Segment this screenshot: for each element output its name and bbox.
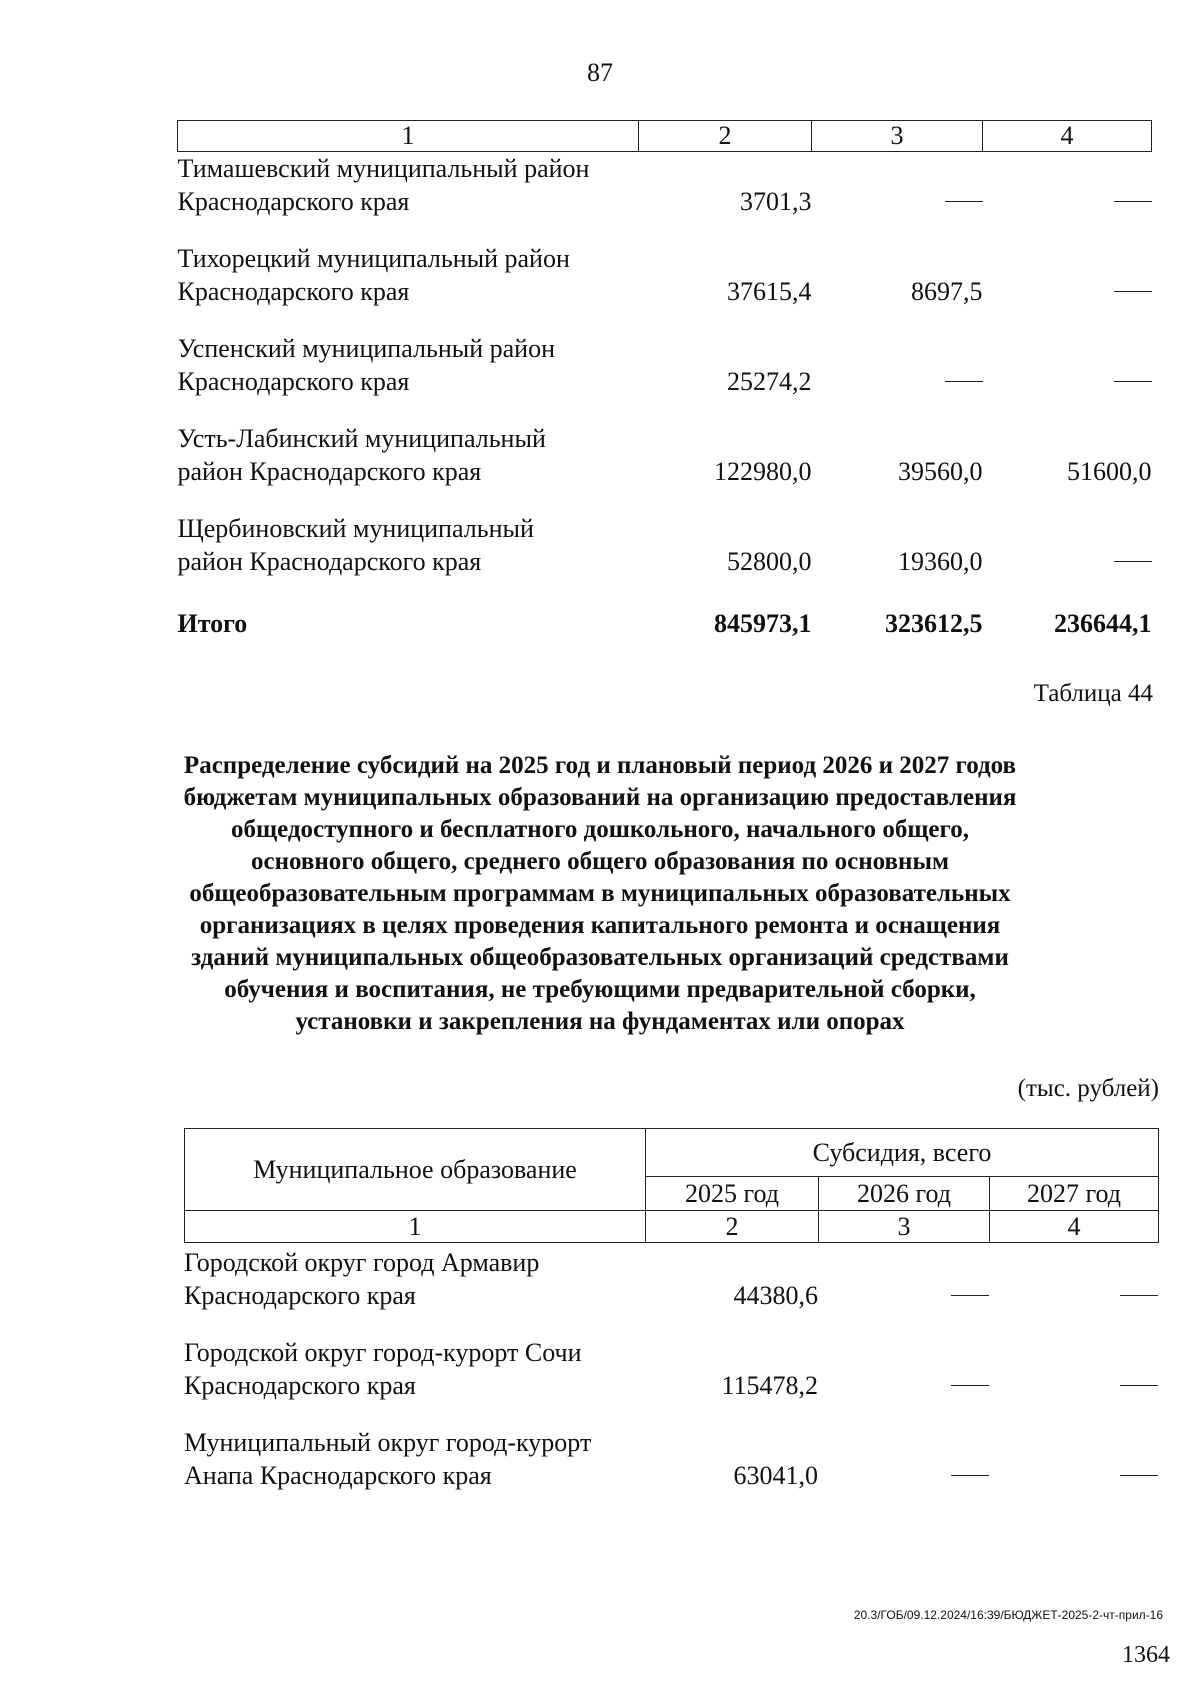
title-line: организациях в целях проведения капитального ремонта и оснащения: [199, 912, 1001, 939]
value-2025: 63041,0: [733, 1461, 818, 1490]
table-title: [160, 750, 1040, 1038]
value-2025: 37615,4: [727, 277, 812, 306]
title-line: общедоступного и бесплатного дошкольного, начального общего,: [230, 816, 970, 843]
document-code: 20.3/ГОБ/09.12.2024/16:39/БЮДЖЕТ-2025-2-чт-прил-16: [853, 1608, 1163, 1622]
value-2026: [818, 1336, 989, 1402]
column-header-subsidy-total: Субсидия, всего: [646, 1129, 1159, 1177]
value-2025: 52800,0: [727, 547, 812, 576]
table-row: [178, 422, 1152, 488]
empty-dash: [1114, 201, 1152, 202]
municipality-name: Муниципальный округ город-курорт Анапа Краснодарского края: [184, 1428, 592, 1490]
value-2027: [983, 332, 1152, 398]
column-number: 1: [178, 121, 639, 152]
column-header-year: 2027 год: [990, 1177, 1159, 1211]
units-label: (тыс. рублей): [1017, 1075, 1159, 1102]
title-line: основного общего, среднего общего образования по основным: [250, 848, 950, 875]
footer-page-number: 1364: [1122, 1642, 1170, 1668]
column-number: 1: [185, 1211, 646, 1243]
table-row: [184, 1336, 1158, 1402]
column-numbers-row: [178, 121, 1152, 152]
value-2026: 39560,0: [898, 457, 983, 486]
empty-dash: [1120, 1385, 1158, 1386]
value-2026: [818, 1246, 989, 1312]
table-row: [178, 152, 1152, 219]
column-number: 3: [812, 121, 983, 152]
table-row: [178, 332, 1152, 398]
column-number: 2: [639, 121, 812, 152]
total-2027: 236644,1: [1054, 609, 1152, 638]
column-header-municipality: Муниципальное образование: [185, 1129, 646, 1211]
value-2027: [989, 1246, 1158, 1312]
title-line: Распределение субсидий на 2025 год и плановый период 2026 и 2027 годов: [183, 752, 1017, 779]
municipality-name: Щербиновский муниципальный район Краснодарского края: [177, 514, 534, 576]
table-row: [178, 512, 1152, 578]
table-row: [184, 1426, 1158, 1492]
municipality-name: Успенский муниципальный район Краснодарского края: [177, 334, 555, 396]
column-number: 4: [990, 1211, 1159, 1243]
subsidy-table-continued: [177, 120, 1152, 640]
value-2027: [983, 152, 1152, 219]
empty-dash: [1120, 1295, 1158, 1296]
total-label: Итого: [177, 609, 248, 638]
empty-dash: [951, 1475, 989, 1476]
value-2027: [983, 242, 1152, 308]
value-2025: 3701,3: [740, 187, 812, 216]
total-2026: 323612,5: [885, 609, 983, 638]
empty-dash: [1114, 561, 1152, 562]
empty-dash: [1114, 381, 1152, 382]
table-label: Таблица 44: [1033, 680, 1153, 707]
page-number: 87: [587, 58, 613, 87]
value-2027: 51600,0: [1067, 457, 1152, 486]
municipality-name: Тимашевский муниципальный район Краснодарского края: [177, 154, 590, 216]
value-2026: 8697,5: [911, 277, 983, 306]
value-2026: [818, 1426, 989, 1492]
subsidy-table-header: [184, 1128, 1159, 1243]
total-row: [178, 602, 1152, 640]
value-2026: [812, 152, 983, 219]
column-header-year: 2025 год: [646, 1177, 819, 1211]
column-number: 4: [983, 121, 1152, 152]
title-line: общеобразовательным программам в муниципальных образовательных: [189, 880, 1011, 907]
value-2026: [812, 332, 983, 398]
value-2026: 19360,0: [898, 547, 983, 576]
title-line: бюджетам муниципальных образований на организацию предоставления: [183, 784, 1017, 811]
value-2027: [989, 1336, 1158, 1402]
municipality-name: Городской округ город-курорт Сочи Краснодарского края: [184, 1338, 582, 1400]
column-header-year: 2026 год: [819, 1177, 990, 1211]
title-line: зданий муниципальных общеобразовательных организаций средствами: [191, 944, 1009, 971]
empty-dash: [1120, 1475, 1158, 1476]
value-2027: [989, 1426, 1158, 1492]
empty-dash: [945, 381, 983, 382]
title-line: обучения и воспитания, не требующими предварительной сборки,: [224, 976, 976, 1003]
empty-dash: [951, 1385, 989, 1386]
table-row: [184, 1246, 1158, 1312]
empty-dash: [945, 201, 983, 202]
subsidy-table-body: [184, 1246, 1158, 1492]
empty-dash: [1114, 291, 1152, 292]
value-2027: [983, 512, 1152, 578]
title-line: установки и закрепления на фундаментах или опорах: [295, 1008, 905, 1035]
column-number: 3: [819, 1211, 990, 1243]
municipality-name: Усть-Лабинский муниципальный район Краснодарского края: [177, 424, 546, 486]
value-2025: 25274,2: [727, 367, 812, 396]
total-2025: 845973,1: [714, 609, 812, 638]
municipality-name: Тихорецкий муниципальный район Краснодарского края: [177, 244, 570, 306]
empty-dash: [951, 1295, 989, 1296]
municipality-name: Городской округ город Армавир Краснодарского края: [184, 1248, 540, 1310]
value-2025: 122980,0: [714, 457, 812, 486]
table-row: [178, 242, 1152, 308]
value-2025: 115478,2: [721, 1371, 818, 1400]
value-2025: 44380,6: [733, 1281, 818, 1310]
column-number: 2: [646, 1211, 819, 1243]
